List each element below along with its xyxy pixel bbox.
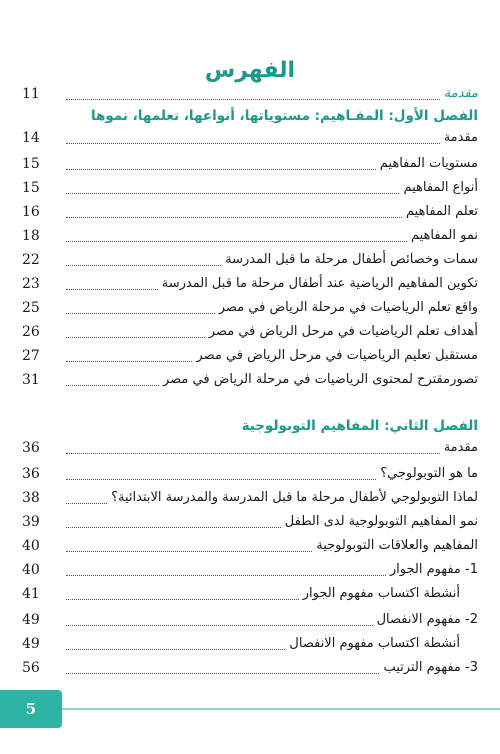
toc-entry-label: مستويات المفاهيم (379, 156, 478, 171)
toc-entry (22, 177, 478, 199)
toc-entry-label: 2- مفهوم الانفصال (376, 612, 478, 627)
toc-entry-label: واقع تعلم الرياضيات في مرحلة الرياض في مصر (218, 300, 478, 315)
toc-entry-label: أهداف تعلم الرياضيات في مرحل الرياض في مصر (208, 324, 478, 339)
toc-page-number: 41 (22, 586, 40, 602)
toc-entry-label: تعلم المفاهيم (405, 204, 478, 219)
toc-page-number: 40 (22, 538, 40, 554)
dot-leader (66, 502, 107, 504)
toc-entry (22, 559, 478, 581)
dot-leader (66, 192, 399, 194)
dot-leader (66, 288, 158, 290)
toc-entry (22, 321, 478, 343)
toc-entry-label: ما هو التوبولوجي؟ (380, 466, 478, 481)
dot-leader (66, 672, 379, 674)
toc-page-number: 49 (22, 612, 40, 628)
toc-page-number: 14 (22, 130, 40, 146)
toc-entry-label: 1- مفهوم الجوار (389, 562, 478, 577)
toc-entry-label: نمو المفاهيم (410, 228, 478, 243)
toc-entry (22, 297, 478, 319)
toc-entry (22, 511, 478, 533)
toc-entry (22, 225, 478, 247)
toc-entry (22, 609, 478, 631)
toc-entry-label: أنشطة اكتساب مفهوم الانفصال (289, 636, 460, 651)
toc-entry-label: الفصل الأول: المفـاهيم: مستوياتها، أنواعها، تعلمها، نموها (90, 108, 478, 124)
toc-entry-label: مقدمة (443, 440, 478, 455)
toc-entry-label: لماذا التوبولوجي لأطفال مرحلة ما قبل المدرسة والمدرسة الابتدائية؟ (111, 490, 478, 505)
toc-entry-label: مستقبل تعليم الرياضيات في مرحل الرياض في مصر (196, 348, 478, 363)
toc-page-number: 16 (22, 204, 40, 220)
toc-page-number: 26 (22, 324, 40, 340)
toc-page-number: 36 (22, 440, 40, 456)
chapter-heading (22, 105, 478, 127)
toc-entry (22, 201, 478, 223)
dot-leader (66, 624, 373, 626)
toc-page-number: 23 (22, 276, 40, 292)
page-title: الفهرس (204, 58, 296, 83)
dot-leader (66, 360, 192, 362)
toc-entry-label: أنواع المفاهيم (403, 180, 478, 195)
toc-entry (22, 633, 478, 655)
toc-page-number: 18 (22, 228, 40, 244)
toc-entry (22, 437, 478, 459)
toc-entry (22, 657, 478, 679)
toc-entry-label: تكوين المفاهيم الرياضية عند أطفال مرحلة ما قبل المدرسة (161, 276, 478, 291)
toc-page-number: 39 (22, 514, 40, 530)
dot-leader (66, 574, 386, 576)
toc-page-number: 15 (22, 156, 40, 172)
toc-entry (22, 127, 478, 149)
toc-page-number: 22 (22, 252, 40, 268)
toc-page-number: 36 (22, 466, 40, 482)
toc-page-number: 31 (22, 372, 40, 388)
toc-entry-label: سمات وخصائص أطفال مرحلة ما قبل المدرسة (225, 252, 478, 267)
toc-page-number: 27 (22, 348, 40, 364)
dot-leader (66, 648, 285, 650)
toc-page-number: 11 (22, 86, 40, 102)
dot-leader (66, 384, 159, 386)
dot-leader (66, 452, 440, 454)
toc-entry (22, 83, 478, 105)
toc-entry-label: تصورمقترح لمحتوى الرياضيات في مرحلة الرياض في مصر (162, 372, 478, 387)
toc-entry (22, 369, 478, 391)
toc-page-number: 38 (22, 490, 40, 506)
toc-entry-label: أنشطة اكتساب مفهوم الجوار (302, 586, 460, 601)
toc-entry-label: 3- مفهوم الترتيب (383, 660, 478, 675)
toc-entry-label: الفصل الثاني: المفاهيم التوبولوجية (241, 418, 478, 434)
toc-entry (22, 583, 478, 605)
dot-leader (66, 216, 402, 218)
dot-leader (66, 168, 376, 170)
dot-leader (66, 478, 376, 480)
toc-entry (22, 487, 478, 509)
dot-leader (66, 240, 407, 242)
page-number: 5 (25, 700, 37, 718)
toc-entry-label: مقدمة (443, 86, 478, 101)
toc-entry (22, 249, 478, 271)
toc-entry (22, 273, 478, 295)
toc-entry (22, 463, 478, 485)
dot-leader (66, 312, 215, 314)
dot-leader (66, 264, 221, 266)
toc-page-number: 49 (22, 636, 40, 652)
toc-page-number: 15 (22, 180, 40, 196)
toc-entry (22, 345, 478, 367)
dot-leader (66, 98, 440, 100)
dot-leader (66, 598, 299, 600)
toc-page-number: 25 (22, 300, 40, 316)
toc-page-number: 56 (22, 660, 40, 676)
chapter-heading (22, 415, 478, 437)
footer-rule (60, 708, 500, 710)
toc-entry-label: المفاهيم والعلاقات التوبولوجية (316, 538, 478, 553)
toc-entry (22, 153, 478, 175)
dot-leader (66, 550, 312, 552)
dot-leader (66, 336, 205, 338)
toc-page-number: 40 (22, 562, 40, 578)
dot-leader (66, 526, 281, 528)
toc-entry (22, 535, 478, 557)
toc-entry-label: مقدمة (443, 130, 478, 145)
dot-leader (66, 142, 440, 144)
toc-entry-label: نمو المفاهيم التوبولوجية لدى الطفل (284, 514, 478, 529)
